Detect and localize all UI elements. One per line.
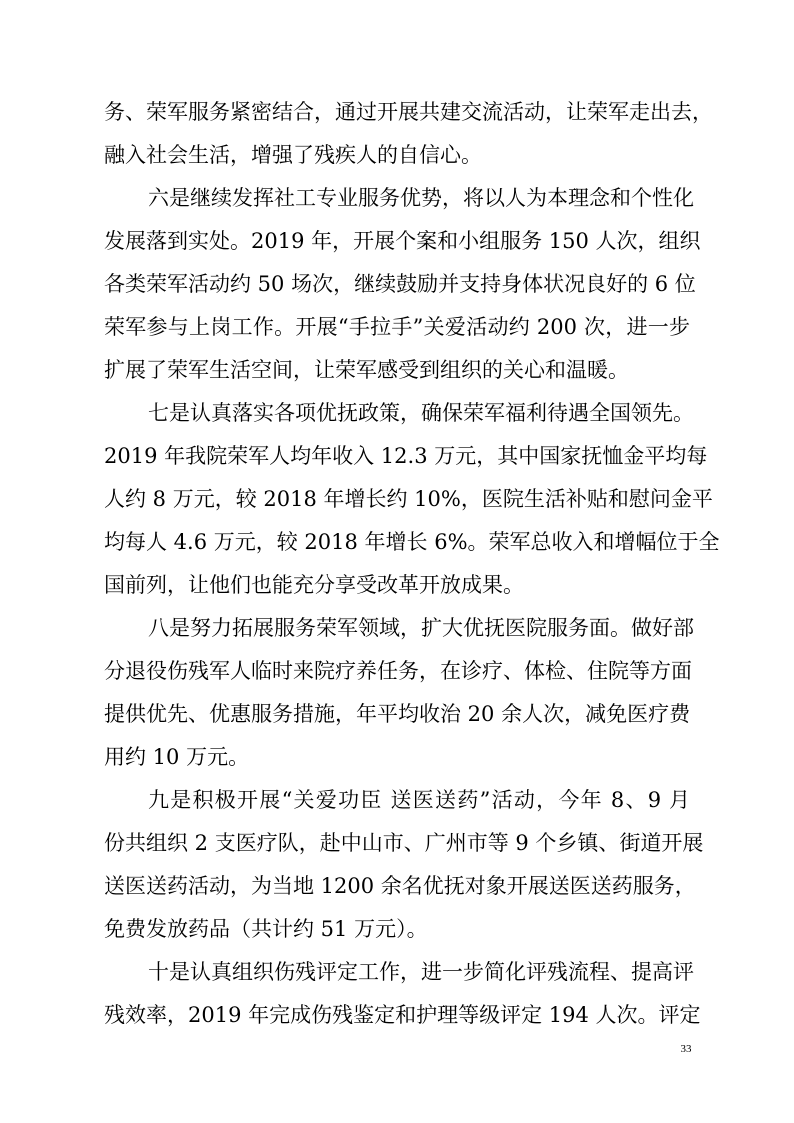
- text-line: 发展落到实处。2019 年，开展个案和小组服务 150 人次，组织: [104, 229, 701, 253]
- text-line: 务、荣军服务紧密结合，通过开展共建交流活动，让荣军走出去，: [104, 100, 713, 124]
- text-line: 分退役伤残军人临时来院疗养任务，在诊疗、体检、住院等方面: [104, 659, 692, 683]
- text-line: 2019 年我院荣军人均年收入 12.3 万元，其中国家抚恤金平均每: [104, 444, 708, 468]
- text-line: 份共组织 2 支医疗队，赴中山市、广州市等 9 个乡镇、街道开展: [104, 831, 704, 855]
- text-line: 免费发放药品（共计约 51 万元）。: [104, 917, 428, 941]
- text-line: 均每人 4.6 万元，较 2018 年增长 6%。荣军总收入和增幅位于全: [104, 530, 720, 554]
- paragraph-first-line: 十是认真组织伤残评定工作，进一步简化评残流程、提高评: [148, 960, 694, 984]
- text-line: 融入社会生活，增强了残疾人的自信心。: [104, 143, 482, 167]
- text-line: 提供优先、优惠服务措施，年平均收治 20 余人次，减免医疗费: [104, 702, 691, 726]
- text-line: 各类荣军活动约 50 场次，继续鼓励并支持身体状况良好的 6 位: [104, 272, 696, 296]
- text-line: 扩展了荣军生活空间，让荣军感受到组织的关心和温暖。: [104, 358, 629, 382]
- paragraph-first-line: 六是继续发挥社工专业服务优势，将以人为本理念和个性化: [148, 186, 694, 210]
- paragraph-first-line: 七是认真落实各项优抚政策，确保荣军福利待遇全国领先。: [148, 401, 694, 425]
- text-line: 国前列，让他们也能充分享受改革开放成果。: [104, 573, 524, 597]
- text-line: 送医送药活动，为当地 1200 余名优抚对象开展送医送药服务，: [104, 874, 696, 898]
- text-line: 人约 8 万元，较 2018 年增长约 10%，医院生活补贴和慰问金平: [104, 487, 713, 511]
- text-line: 残效率，2019 年完成伤残鉴定和护理等级评定 194 人次。评定: [104, 1003, 701, 1027]
- page-number: 33: [680, 1043, 692, 1055]
- text-line: 用约 10 万元。: [104, 745, 250, 769]
- text-line: 荣军参与上岗工作。开展“手拉手”关爱活动约 200 次，进一步: [104, 315, 690, 339]
- paragraph-first-line: 八是努力拓展服务荣军领域，扩大优抚医院服务面。做好部: [148, 616, 694, 640]
- paragraph-first-line: 九是积极开展“关爱功臣 送医送药”活动，今年 8、9 月: [148, 788, 690, 812]
